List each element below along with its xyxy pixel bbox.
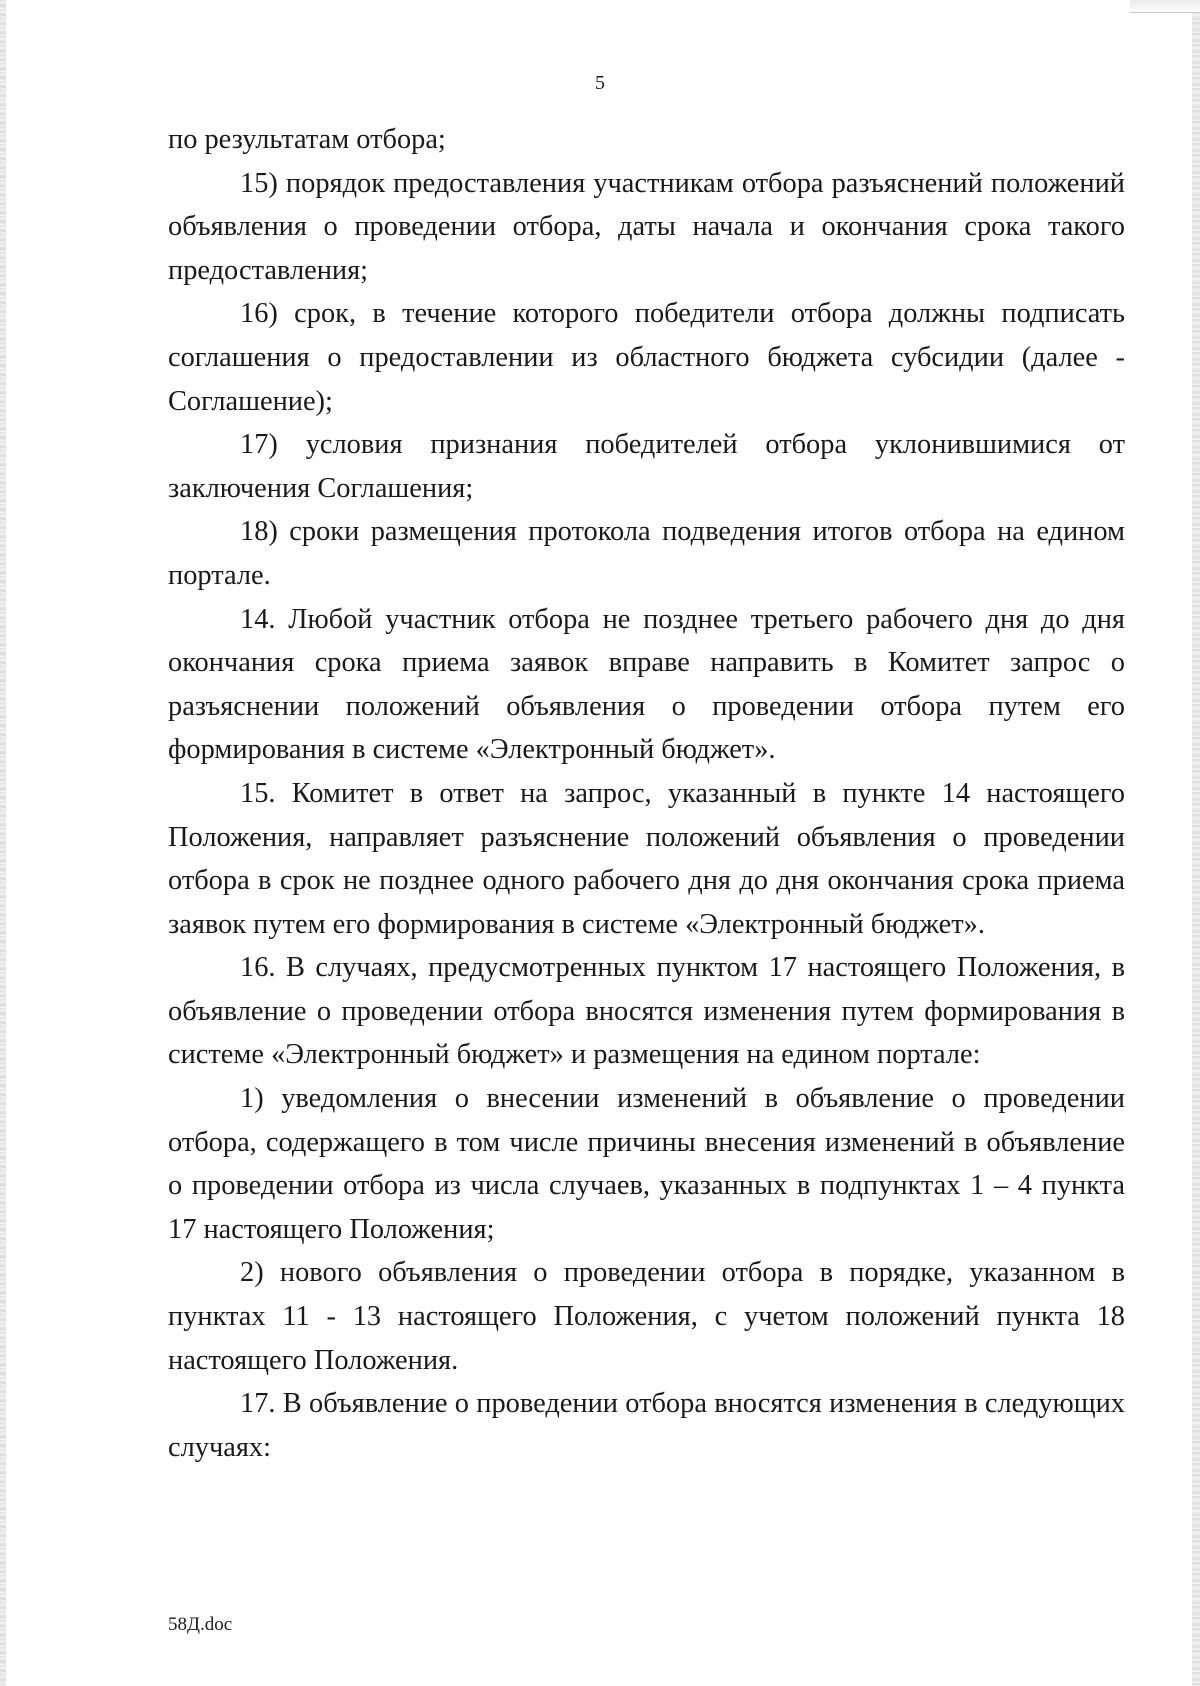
paragraph-item-18: 18) сроки размещения протокола подведения итогов отбора на едином портале. — [168, 516, 1125, 591]
scan-edge-top-right — [1130, 0, 1200, 13]
page-number: 5 — [595, 72, 605, 94]
paragraph-continuation: по результатам отбора; — [168, 124, 446, 155]
paragraph-subitem-1: 1) уведомления о внесении изменений в объявление о проведении отбора, содержащего в том числе причины внесения изменений в объявление о проведении отбора из числа случаев, указанных в подпунктах 1 – 4 пункта 17 настоящего Положения; — [168, 1083, 1125, 1245]
paragraph-item-16: 16) срок, в течение которого победители отбора должны подписать соглашения о предоставлении из областного бюджета субсидии (далее - Соглашение); — [168, 298, 1125, 417]
paragraph-clause-17: 17. В объявление о проведении отбора вносятся изменения в следующих случаях: — [168, 1388, 1125, 1463]
document-body — [168, 118, 1125, 1469]
paragraph-clause-16: 16. В случаях, предусмотренных пунктом 17 настоящего Положения, в объявление о проведении отбора вносятся изменения путем формирования в системе «Электронный бюджет» и размещения на едином портале: — [168, 952, 1125, 1071]
scan-edge-right — [1192, 0, 1200, 1686]
paragraph-clause-15: 15. Комитет в ответ на запрос, указанный в пункте 14 настоящего Положения, направляет разъяснение положений объявления о проведении отбора в срок не позднее одного рабочего дня до дня окончания срока приема заявок путем его формирования в системе «Электронный бюджет». — [168, 777, 1125, 940]
paragraph-item-17: 17) условия признания победителей отбора уклонившимися от заключения Соглашения; — [168, 429, 1125, 504]
paragraph-item-15: 15) порядок предоставления участникам отбора разъяснений положений объявления о проведении отбора, даты начала и окончания срока такого предоставления; — [168, 167, 1125, 286]
footer-filename: 58Д.doc — [168, 1614, 233, 1635]
paragraph-clause-14: 14. Любой участник отбора не позднее третьего рабочего дня до дня окончания срока приема заявок вправе направить в Комитет запрос о разъяснении положений объявления о проведении отбора путем его формирования в системе «Электронный бюджет». — [168, 603, 1125, 766]
scan-edge-left — [0, 0, 6, 1686]
paragraph-subitem-2: 2) нового объявления о проведении отбора в порядке, указанном в пунктах 11 - 13 настоящего Положения, с учетом положений пункта 18 настоящего Положения. — [168, 1257, 1125, 1376]
